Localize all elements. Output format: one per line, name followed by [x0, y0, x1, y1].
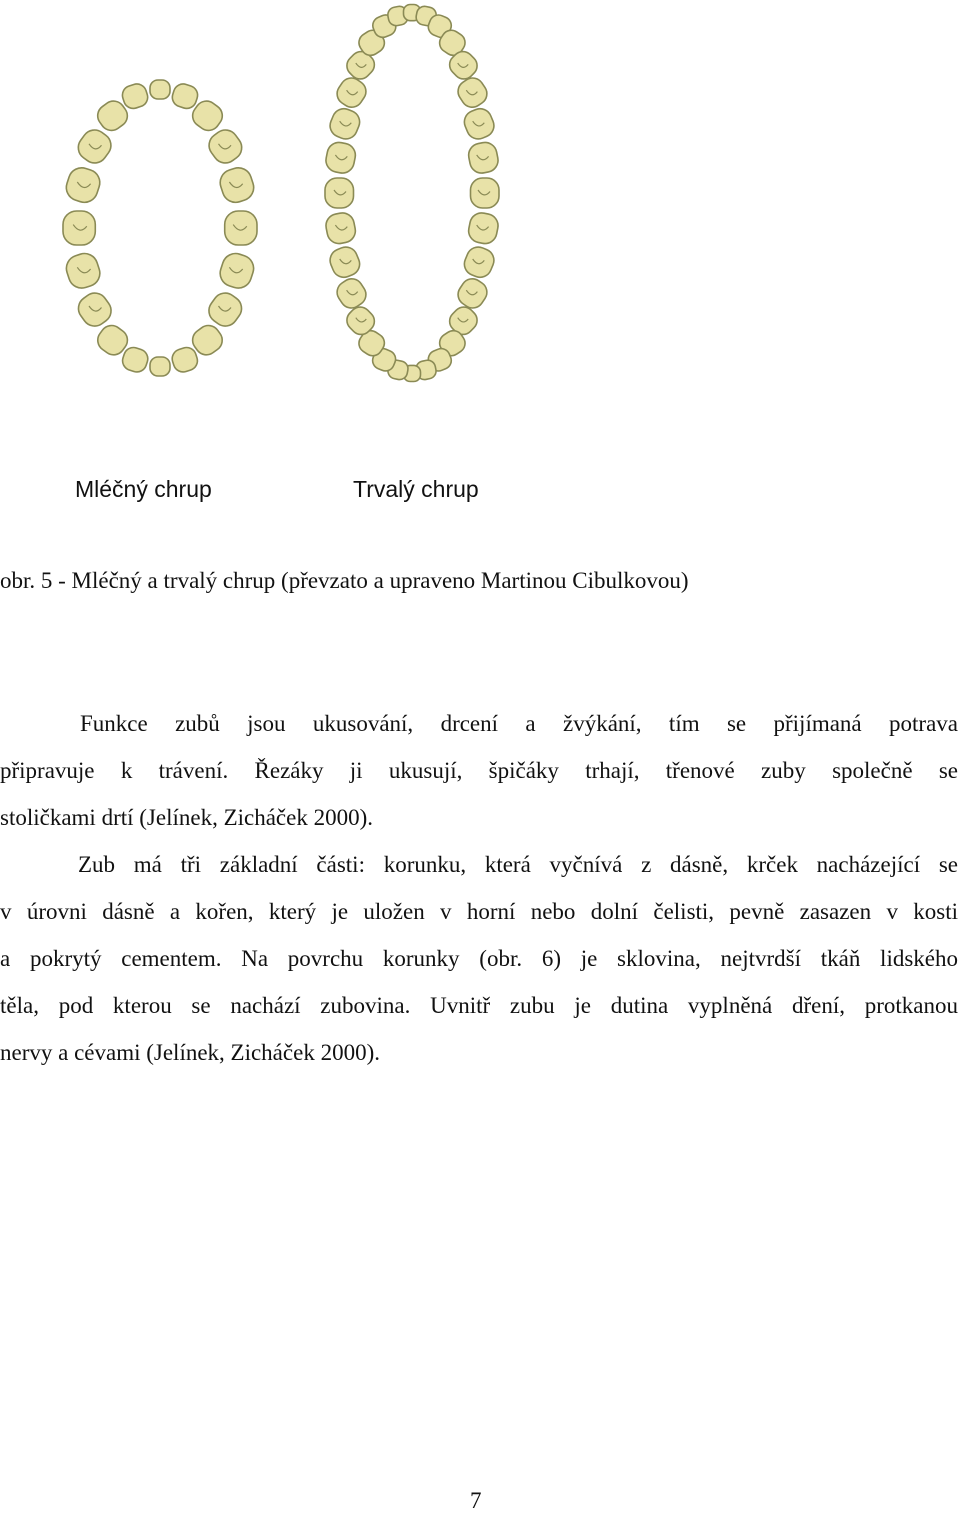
page-number: 7: [470, 1488, 482, 1513]
tooth: [333, 74, 370, 112]
tooth: [327, 243, 364, 280]
permanent-dentition-arch: [324, 5, 500, 382]
tooth: [150, 357, 170, 376]
tooth: [120, 345, 150, 374]
tooth: [471, 178, 500, 208]
tooth: [461, 243, 498, 280]
tooth: [454, 74, 491, 112]
tooth: [325, 178, 354, 208]
tooth: [170, 81, 200, 110]
paragraph-1-line-2: připravuje k trávení. Řezáky ji ukusují, špičáky trhají, třenové zuby společně se: [0, 758, 958, 783]
tooth: [204, 125, 247, 168]
tooth: [204, 288, 247, 331]
tooth: [73, 125, 116, 168]
tooth: [461, 105, 498, 142]
tooth: [63, 211, 95, 245]
primary-dentition-label: Mléčný chrup: [75, 476, 212, 502]
tooth: [63, 250, 103, 291]
tooth: [217, 250, 257, 291]
paragraph-1-line-1: Funkce zubů jsou ukusování, drcení a žvýkání, tím se přijímaná potrava: [80, 711, 958, 736]
dentition-figure: [55, 0, 555, 390]
dentition-illustration: [55, 0, 555, 390]
tooth: [120, 81, 150, 110]
primary-dentition-arch: [63, 80, 257, 376]
tooth: [74, 288, 117, 331]
tooth: [467, 140, 501, 175]
paragraph-1-line-3: stoličkami drtí (Jelínek, Zicháček 2000).: [0, 805, 373, 830]
tooth: [467, 211, 501, 246]
paragraph-2-line-4: těla, pod kterou se nachází zubovina. Uvnitř zubu je dutina vyplněná dření, protkanou: [0, 993, 958, 1018]
paragraph-2-line-2: v úrovni dásně a kořen, který je uložen v horní nebo dolní čelisti, pevně zasazen v kosti: [0, 899, 958, 924]
tooth: [170, 345, 200, 374]
tooth: [333, 275, 370, 313]
tooth: [217, 164, 257, 205]
tooth: [454, 274, 491, 312]
figure-caption: obr. 5 - Mléčný a trvalý chrup (převzato a upraveno Martinou Cibulkovou): [0, 568, 689, 593]
paragraph-2-line-5: nervy a cévami (Jelínek, Zicháček 2000).: [0, 1040, 380, 1065]
paragraph-2-line-3: a pokrytý cementem. Na povrchu korunky (obr. 6) je sklovina, nejtvrdší tkáň lidského: [0, 946, 958, 971]
paragraph-2-line-1: Zub má tři základní části: korunku, která vyčnívá z dásně, krček nacházející se: [78, 852, 958, 877]
tooth: [324, 211, 358, 246]
tooth: [327, 105, 364, 142]
tooth: [225, 211, 257, 245]
tooth: [324, 140, 358, 175]
permanent-dentition-label: Trvalý chrup: [353, 476, 479, 502]
tooth: [150, 80, 170, 99]
tooth: [63, 164, 103, 205]
